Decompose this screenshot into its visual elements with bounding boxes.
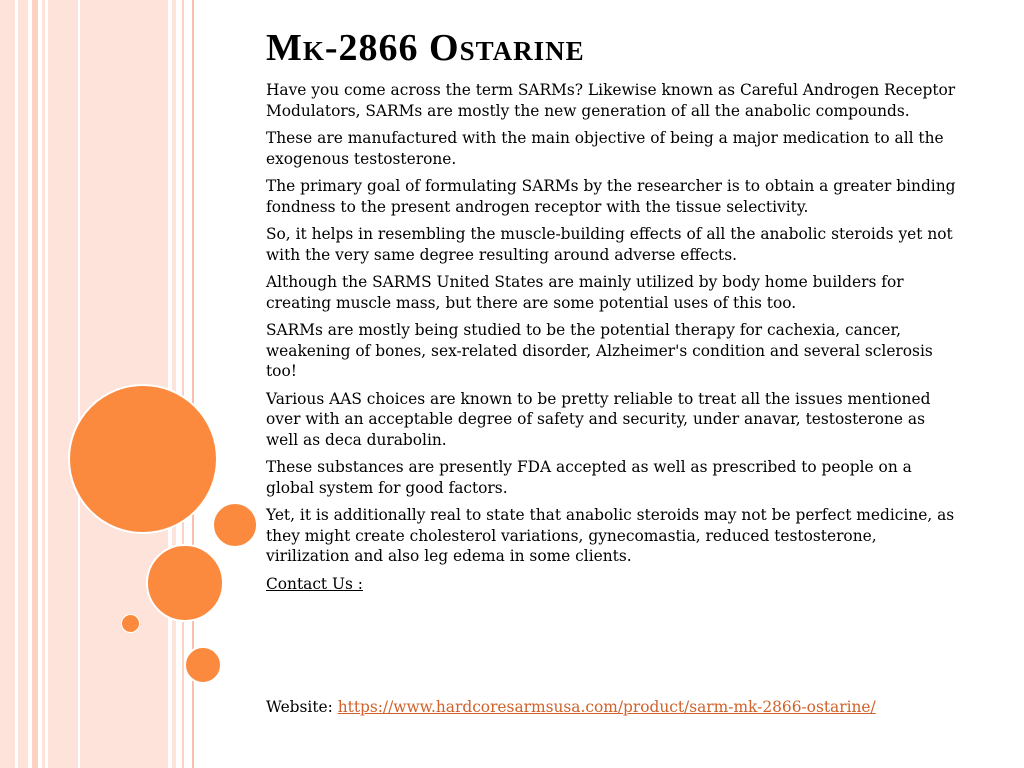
paragraph: These are manufactured with the main objective of being a major medication to all the exogenous testosterone. <box>266 129 944 168</box>
paragraph: These substances are presently FDA accepted as well as prescribed to people on a global system for good factors. <box>266 458 912 497</box>
decorative-circle-large <box>68 384 218 534</box>
paragraph: The primary goal of formulating SARMs by the researcher is to obtain a greater binding fondness to the present androgen receptor with the tissue selectivity. <box>266 177 956 216</box>
paragraph: Have you come across the term SARMs? Likewise known as Careful Androgen Receptor Modulators, SARMs are mostly the new generation of all the anabolic compounds. <box>266 81 956 120</box>
website-label: Website: <box>266 698 338 716</box>
stripe <box>18 0 28 768</box>
decorative-circle-tiny <box>121 614 140 633</box>
slide-content <box>266 24 956 601</box>
decorative-circle-small <box>212 502 258 548</box>
stripe <box>48 0 78 768</box>
contact-us-label: Contact Us : <box>266 574 363 593</box>
stripe <box>42 0 45 768</box>
paragraph: SARMs are mostly being studied to be the potential therapy for cachexia, cancer, weakening of bones, sex-related disorder, Alzheimer's condition and several sclerosis too! <box>266 321 933 380</box>
website-row <box>266 697 876 718</box>
paragraph: Various AAS choices are known to be pretty reliable to treat all the issues mentioned over with an acceptable degree of safety and security, under anavar, testosterone as well as deca durabolin. <box>266 389 931 449</box>
decorative-circle-small <box>184 646 222 684</box>
decorative-circle-medium <box>146 544 224 622</box>
stripe <box>32 0 38 768</box>
stripe <box>0 0 15 768</box>
paragraph: So, it helps in resembling the muscle-building effects of all the anabolic steroids yet not with the very same degree resulting around adverse effects. <box>266 225 953 264</box>
website-link[interactable]: https://www.hardcoresarmsusa.com/product/sarm-mk-2866-ostarine/ <box>337 698 876 716</box>
decorative-stripes <box>0 0 200 768</box>
stripe <box>182 0 184 768</box>
paragraph: Although the SARMS United States are mainly utilized by body home builders for creating muscle mass, but there are some potential uses of this too. <box>266 273 904 312</box>
paragraph: Yet, it is additionally real to state that anabolic steroids may not be perfect medicine, as they might create cholesterol variations, gynecomastia, reduced testosterone, virilization and also leg edema in some clients. <box>266 506 955 565</box>
stripe <box>172 0 176 768</box>
slide-title: Mk-2866 Ostarine <box>266 27 585 69</box>
